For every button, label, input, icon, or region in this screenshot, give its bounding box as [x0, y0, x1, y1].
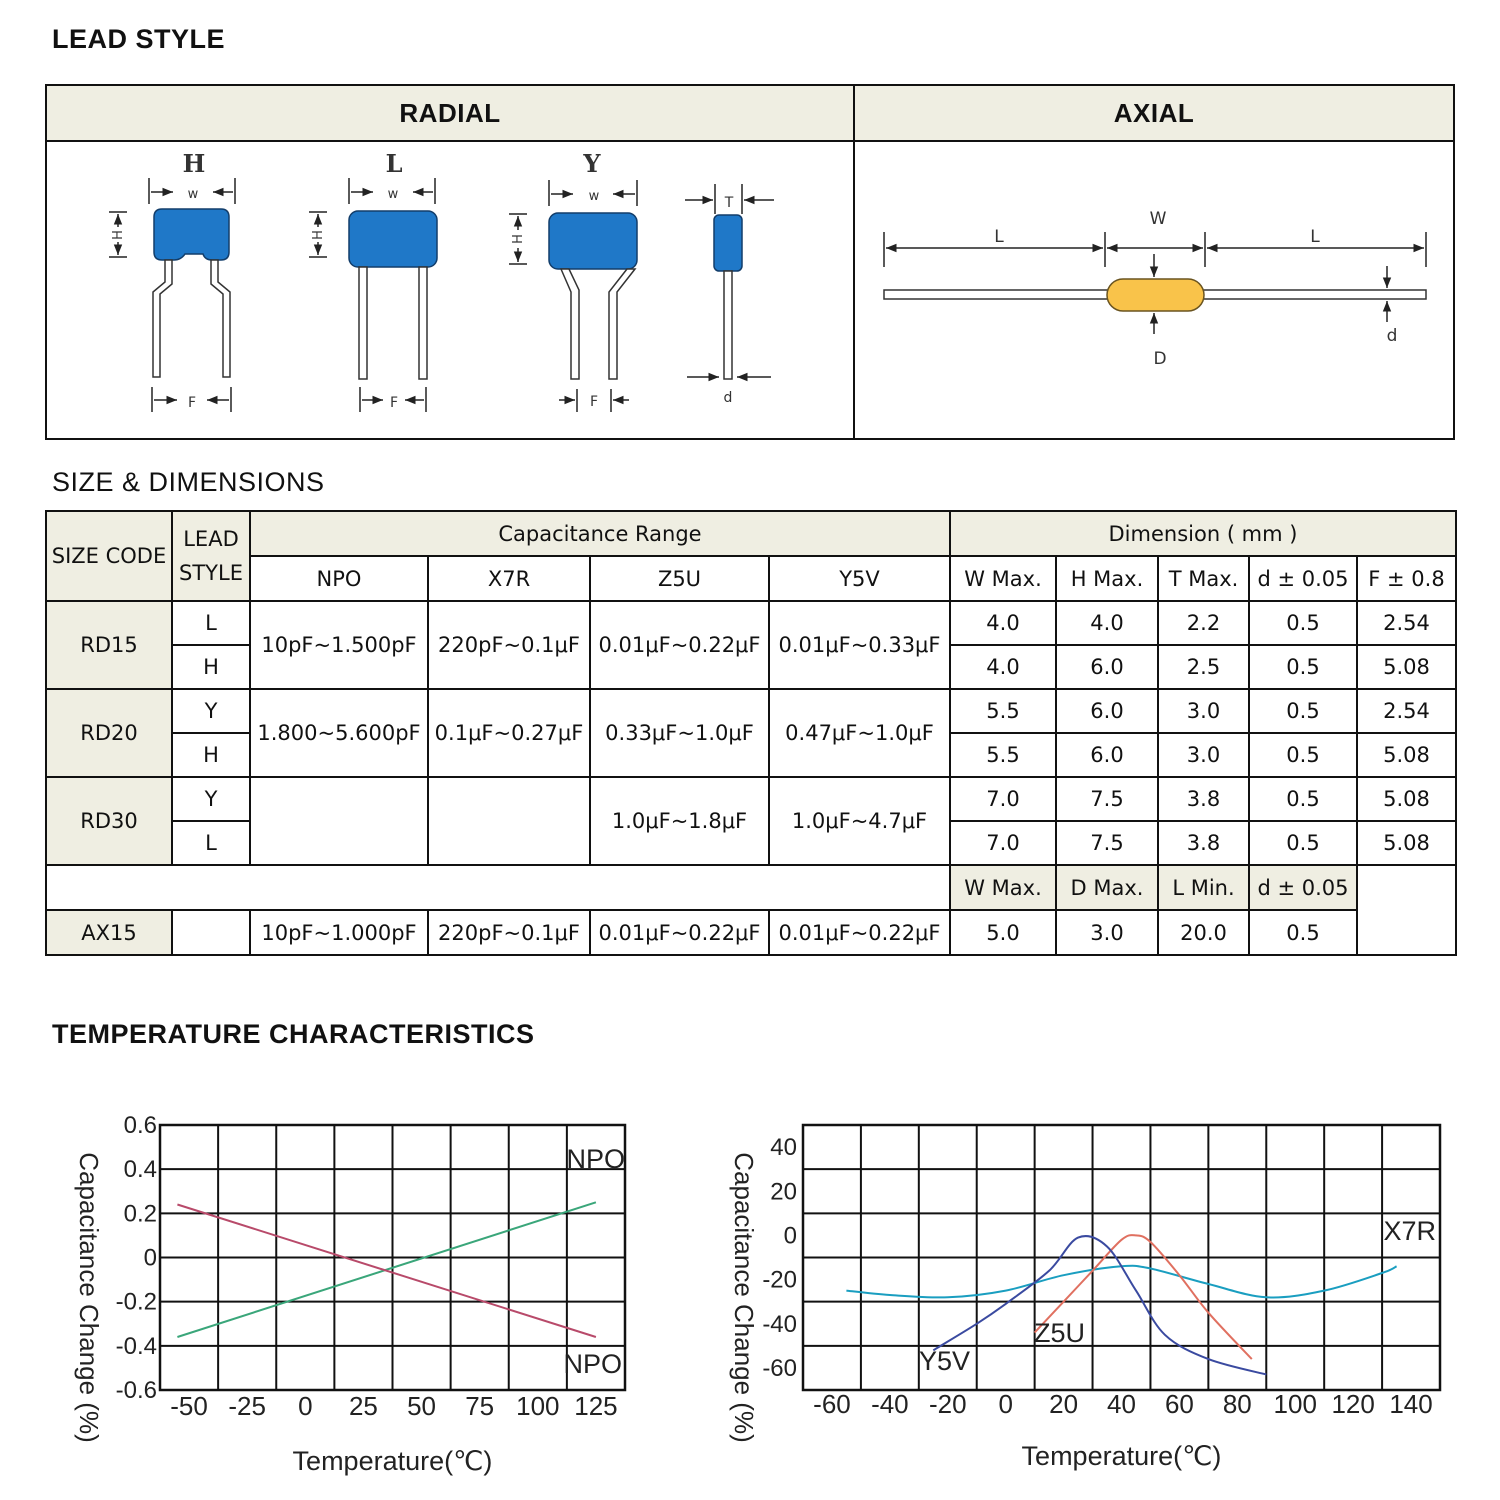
d-max-cell: 3.0 — [1056, 910, 1158, 955]
t-max-cell: 3.8 — [1158, 821, 1249, 865]
header-capacitance-range: Capacitance Range — [250, 511, 950, 556]
x-axis-label: Temperature(℃) — [292, 1446, 493, 1476]
lead-style-cell — [172, 910, 250, 955]
dim-label-w: w — [387, 187, 399, 202]
size-dimensions-table — [45, 510, 1457, 956]
dim-label-h: H — [111, 230, 126, 240]
x-tick-label: 60 — [1164, 1389, 1194, 1419]
header-t-max: T Max. — [1158, 556, 1249, 601]
radial-side-view-diagram — [685, 184, 774, 406]
axial-header: AXIAL — [855, 86, 1453, 142]
f-cell: 2.54 — [1357, 689, 1456, 733]
table-row — [46, 910, 1456, 955]
header-ax-l-min: L Min. — [1158, 865, 1249, 910]
x-tick-label: -25 — [228, 1391, 266, 1421]
x-tick-label: 25 — [348, 1391, 378, 1421]
y-tick-label: 20 — [770, 1178, 797, 1206]
series-label-x7r: X7R — [1383, 1216, 1436, 1246]
y-tick-label: -40 — [762, 1310, 797, 1338]
h-max-cell: 4.0 — [1056, 601, 1158, 645]
x-tick-label: 120 — [1331, 1389, 1375, 1419]
radial-y-style-diagram — [509, 149, 637, 412]
lead-style-cell: L — [172, 601, 250, 645]
size-code-cell: RD20 — [46, 689, 172, 777]
y-tick-label: 0.4 — [123, 1156, 157, 1184]
f-cell: 5.08 — [1357, 821, 1456, 865]
radial-header: RADIAL — [47, 86, 855, 142]
radial-l-style-diagram — [309, 149, 437, 412]
capacitor-body — [714, 215, 742, 271]
x-tick-label: 40 — [1107, 1389, 1136, 1419]
table-row — [46, 865, 1456, 910]
y5v-cell: 1.0μF~4.7μF — [769, 777, 950, 865]
lead-wire-left — [153, 260, 172, 377]
header-x7r: X7R — [428, 556, 590, 601]
y-tick-label: 0 — [143, 1244, 157, 1272]
header-lead-style-line1: LEAD — [183, 527, 239, 551]
d-cell: 0.5 — [1249, 821, 1357, 865]
x-tick-label: 100 — [1273, 1389, 1317, 1419]
x7r-z5u-y5v-temperature-chart — [729, 1125, 1440, 1471]
header-ax-w-max: W Max. — [950, 865, 1056, 910]
h-max-cell: 6.0 — [1056, 733, 1158, 777]
z5u-cell: 0.01μF~0.22μF — [590, 910, 769, 955]
series-label-y5v: Y5V — [918, 1346, 970, 1376]
dim-label-f: F — [589, 394, 599, 410]
series-label-npo: NPO — [563, 1349, 622, 1379]
lead-wire-right — [211, 260, 230, 377]
section-title-temperature: TEMPERATURE CHARACTERISTICS — [52, 1019, 535, 1049]
header-lead-style — [172, 511, 250, 601]
header-f-tol: F ± 0.8 — [1357, 556, 1456, 601]
series-label-z5u: Z5U — [1033, 1318, 1085, 1348]
dim-label-h: H — [511, 234, 526, 244]
dim-label-w: w — [187, 187, 199, 202]
y-tick-label: -20 — [762, 1266, 797, 1294]
w-max-cell: 7.0 — [950, 821, 1056, 865]
style-label-l: L — [385, 149, 403, 178]
size-code-cell: RD30 — [46, 777, 172, 865]
x7r-cell: 220pF~0.1μF — [428, 601, 590, 689]
x-tick-label: 75 — [465, 1391, 495, 1421]
x-tick-label: 0 — [298, 1391, 313, 1421]
x-tick-label: 0 — [998, 1389, 1013, 1419]
x-tick-label: 20 — [1049, 1389, 1079, 1419]
l-min-cell: 20.0 — [1158, 910, 1249, 955]
table-row — [46, 777, 1456, 821]
w-max-cell: 5.5 — [950, 689, 1056, 733]
header-z5u: Z5U — [590, 556, 769, 601]
header-d-tol: d ± 0.05 — [1249, 556, 1357, 601]
capacitor-body — [154, 209, 229, 260]
header-w-max: W Max. — [950, 556, 1056, 601]
t-max-cell: 2.5 — [1158, 645, 1249, 689]
header-size-code: SIZE CODE — [46, 511, 172, 601]
npo-cell: 10pF~1.500pF — [250, 601, 428, 689]
w-max-cell: 7.0 — [950, 777, 1056, 821]
x7r-cell: 220pF~0.1μF — [428, 910, 590, 955]
lead-wire — [724, 271, 732, 379]
y-tick-label: -60 — [762, 1354, 797, 1382]
f-cell: 5.08 — [1357, 645, 1456, 689]
y-tick-label: -0.4 — [115, 1332, 157, 1360]
f-cell: 5.08 — [1357, 777, 1456, 821]
lead-style-diagrams — [47, 142, 1453, 438]
capacitor-body — [349, 211, 437, 267]
h-max-cell: 7.5 — [1056, 821, 1158, 865]
t-max-cell: 2.2 — [1158, 601, 1249, 645]
header-y5v: Y5V — [769, 556, 950, 601]
d-cell: 0.5 — [1249, 777, 1357, 821]
y-axis-label: Capacitance Change (%) — [74, 1152, 104, 1443]
y-tick-label: -0.2 — [115, 1288, 157, 1316]
x-axis-label: Temperature(℃) — [1021, 1441, 1222, 1471]
y5v-cell: 0.01μF~0.33μF — [769, 601, 950, 689]
lead-style-cell: H — [172, 733, 250, 777]
blank-cell — [1357, 865, 1456, 955]
z5u-cell: 0.33μF~1.0μF — [590, 689, 769, 777]
x-tick-label: 100 — [516, 1391, 560, 1421]
d-cell: 0.5 — [1249, 689, 1357, 733]
x7r-cell: 0.1μF~0.27μF — [428, 689, 590, 777]
dim-label-t: T — [724, 195, 734, 211]
x-tick-label: -50 — [170, 1391, 208, 1421]
size-code-cell: AX15 — [46, 910, 172, 955]
series-label-npo: NPO — [566, 1144, 625, 1174]
x-tick-label: -20 — [928, 1389, 967, 1419]
y5v-cell: 0.47μF~1.0μF — [769, 689, 950, 777]
w-max-cell: 5.5 — [950, 733, 1056, 777]
z5u-cell: 0.01μF~0.22μF — [590, 601, 769, 689]
f-cell: 2.54 — [1357, 601, 1456, 645]
h-max-cell: 6.0 — [1056, 645, 1158, 689]
y-tick-label: 0 — [783, 1222, 797, 1250]
dim-label-w: w — [588, 189, 600, 204]
lead-style-panel — [45, 84, 1455, 440]
npo-cell — [250, 777, 428, 865]
table-row — [46, 689, 1456, 733]
h-max-cell: 7.5 — [1056, 777, 1158, 821]
header-lead-style-line2: STYLE — [179, 561, 243, 585]
d-cell: 0.5 — [1249, 601, 1357, 645]
axial-label-w: W — [1149, 209, 1167, 229]
lead-style-cell: H — [172, 645, 250, 689]
section-title-size-dimensions: SIZE & DIMENSIONS — [52, 467, 325, 497]
axial-diagram — [884, 209, 1426, 369]
header-h-max: H Max. — [1056, 556, 1158, 601]
x-tick-label: 80 — [1222, 1389, 1252, 1419]
f-cell: 5.08 — [1357, 733, 1456, 777]
d-cell: 0.5 — [1249, 910, 1357, 955]
header-ax-d-tol: d ± 0.05 — [1249, 865, 1357, 910]
dim-label-d: d — [723, 390, 733, 406]
d-cell: 0.5 — [1249, 645, 1357, 689]
t-max-cell: 3.8 — [1158, 777, 1249, 821]
x-tick-label: 125 — [574, 1391, 618, 1421]
z5u-cell: 1.0μF~1.8μF — [590, 777, 769, 865]
w-max-cell: 4.0 — [950, 601, 1056, 645]
npo-cell: 1.800~5.600pF — [250, 689, 428, 777]
lead-style-cell: L — [172, 821, 250, 865]
axial-label-l-left: L — [994, 227, 1004, 247]
style-label-y: Y — [583, 149, 601, 178]
table-row — [46, 601, 1456, 645]
header-npo: NPO — [250, 556, 428, 601]
npo-cell: 10pF~1.000pF — [250, 910, 428, 955]
lead-wire-right — [609, 269, 635, 379]
x7r-cell — [428, 777, 590, 865]
radial-h-style-diagram — [109, 149, 235, 412]
dim-label-f: F — [389, 395, 399, 411]
y-tick-label: 0.2 — [123, 1200, 157, 1228]
x-tick-label: -40 — [871, 1389, 909, 1419]
axial-body — [1107, 279, 1204, 311]
y5v-cell: 0.01μF~0.22μF — [769, 910, 950, 955]
axial-label-d-lead: d — [1386, 326, 1398, 346]
lead-wire-right — [419, 267, 427, 379]
d-cell: 0.5 — [1249, 733, 1357, 777]
x-tick-label: 50 — [407, 1391, 437, 1421]
y-tick-label: 40 — [770, 1134, 797, 1162]
x-tick-label: 140 — [1389, 1389, 1433, 1419]
header-ax-d-max: D Max. — [1056, 865, 1158, 910]
style-label-h: H — [182, 149, 206, 178]
header-dimension: Dimension ( mm ) — [950, 511, 1456, 556]
axial-label-d-body: D — [1153, 349, 1167, 369]
lead-wire-left — [561, 269, 579, 379]
temperature-charts — [0, 1080, 1500, 1490]
t-max-cell: 3.0 — [1158, 689, 1249, 733]
blank-cell — [46, 865, 950, 910]
w-max-cell: 4.0 — [950, 645, 1056, 689]
axial-label-l-right: L — [1310, 227, 1320, 247]
npo-temperature-chart — [74, 1112, 625, 1476]
y-tick-label: -0.6 — [115, 1377, 157, 1404]
capacitor-body — [549, 213, 637, 269]
w-max-cell: 5.0 — [950, 910, 1056, 955]
y-axis-label: Capacitance Change (%) — [729, 1152, 759, 1443]
lead-style-cell: Y — [172, 777, 250, 821]
x-tick-label: -60 — [813, 1389, 851, 1419]
lead-wire-left — [359, 267, 367, 379]
y-tick-label: 0.6 — [123, 1112, 157, 1139]
series-line-x7r — [846, 1266, 1396, 1298]
lead-style-cell: Y — [172, 689, 250, 733]
dim-label-h: H — [311, 230, 326, 240]
dim-label-f: F — [187, 395, 197, 411]
section-title-lead-style: LEAD STYLE — [52, 24, 226, 54]
h-max-cell: 6.0 — [1056, 689, 1158, 733]
size-code-cell: RD15 — [46, 601, 172, 689]
t-max-cell: 3.0 — [1158, 733, 1249, 777]
